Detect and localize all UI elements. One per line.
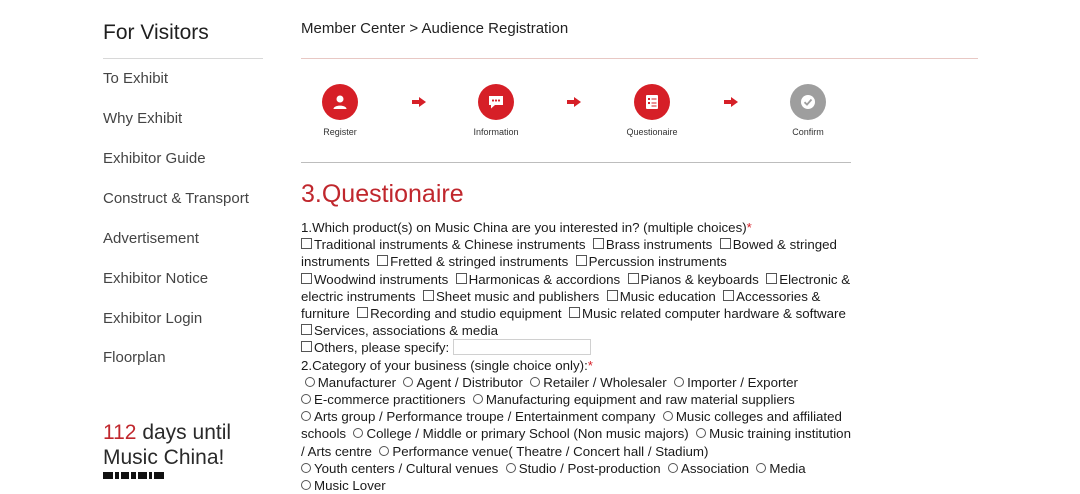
sidebar-item-construct-transport[interactable]: Construct & Transport bbox=[103, 190, 249, 207]
option-label: Bowed & stringed instruments bbox=[301, 237, 837, 270]
checkbox[interactable] bbox=[456, 273, 467, 284]
question-2 bbox=[301, 357, 857, 374]
option-label: Traditional instruments & Chinese instruments bbox=[314, 237, 586, 253]
option-sheet-music[interactable] bbox=[423, 289, 599, 304]
arrow-right-icon bbox=[724, 97, 738, 107]
radio-importer[interactable] bbox=[674, 375, 798, 390]
breadcrumb: Member Center > Audience Registration bbox=[301, 20, 569, 37]
sidebar-item-why-exhibit[interactable]: Why Exhibit bbox=[103, 110, 183, 127]
radio-association[interactable] bbox=[668, 461, 749, 476]
checklist-icon bbox=[634, 84, 670, 120]
step-confirm bbox=[758, 84, 858, 137]
arrow-right-icon bbox=[567, 97, 581, 107]
option-label: Agent / Distributor bbox=[416, 374, 523, 390]
radio-performance-venue[interactable] bbox=[379, 444, 708, 459]
step-information bbox=[446, 84, 546, 137]
radio[interactable] bbox=[696, 428, 706, 438]
step-questionaire bbox=[602, 84, 702, 137]
option-label: Services, associations & media bbox=[314, 323, 499, 339]
option-harmonicas[interactable] bbox=[456, 272, 621, 287]
radio[interactable] bbox=[530, 377, 540, 387]
chat-icon bbox=[478, 84, 514, 120]
radio-college-school[interactable] bbox=[353, 426, 688, 441]
radio[interactable] bbox=[756, 463, 766, 473]
option-label: Music Lover bbox=[314, 478, 386, 494]
radio-media[interactable] bbox=[756, 461, 805, 476]
step-label: Confirm bbox=[792, 127, 824, 137]
q2-options bbox=[301, 375, 851, 493]
option-label: Manufacturing equipment and raw material suppliers bbox=[485, 392, 795, 408]
option-label: Association bbox=[681, 460, 750, 476]
checkbox[interactable] bbox=[301, 238, 312, 249]
option-label: College / Middle or primary School (Non music majors) bbox=[366, 426, 689, 442]
steps-divider bbox=[301, 162, 851, 163]
checkbox[interactable] bbox=[423, 290, 434, 301]
radio[interactable] bbox=[674, 377, 684, 387]
option-label: Electronic & electric instruments bbox=[301, 271, 851, 304]
option-label: E-commerce practitioners bbox=[314, 392, 466, 408]
option-label: Woodwind instruments bbox=[314, 271, 449, 287]
radio-manufacturer[interactable] bbox=[305, 375, 396, 390]
radio-youth-centers[interactable] bbox=[301, 461, 498, 476]
option-label: Accessories & furniture bbox=[301, 288, 821, 322]
option-music-education[interactable] bbox=[607, 289, 716, 304]
checkbox[interactable] bbox=[576, 255, 587, 266]
others-input[interactable] bbox=[453, 339, 591, 355]
radio[interactable] bbox=[668, 463, 678, 473]
option-others bbox=[301, 339, 857, 356]
step-label: Register bbox=[323, 127, 357, 137]
option-label: Studio / Post-production bbox=[518, 460, 661, 476]
option-brass[interactable] bbox=[593, 237, 712, 252]
radio-arts-group[interactable] bbox=[301, 409, 655, 424]
step-register bbox=[290, 84, 390, 137]
sidebar-item-exhibitor-guide[interactable]: Exhibitor Guide bbox=[103, 150, 206, 167]
option-label: Brass instruments bbox=[605, 237, 713, 253]
option-label: Music training institution / Arts centre bbox=[301, 426, 851, 459]
checkbox[interactable] bbox=[766, 273, 777, 284]
option-traditional[interactable] bbox=[301, 237, 585, 252]
checkbox[interactable] bbox=[628, 273, 639, 284]
checkbox[interactable] bbox=[723, 290, 734, 301]
countdown-text: days until Music China! bbox=[103, 421, 232, 469]
radio-manufacturing-equipment[interactable] bbox=[473, 392, 795, 407]
radio[interactable] bbox=[305, 377, 315, 387]
required-mark: * bbox=[587, 357, 593, 373]
question-2-text: 2.Category of your business (single choice only): bbox=[301, 357, 588, 373]
radio[interactable] bbox=[506, 463, 516, 473]
option-label: Retailer / Wholesaler bbox=[543, 374, 667, 390]
arrow-right-icon bbox=[412, 97, 426, 107]
radio-agent[interactable] bbox=[403, 375, 522, 390]
option-fretted[interactable] bbox=[377, 254, 568, 269]
option-pianos[interactable] bbox=[628, 272, 759, 287]
user-icon bbox=[322, 84, 358, 120]
checkbox[interactable] bbox=[301, 341, 312, 352]
step-label: Questionaire bbox=[626, 127, 678, 137]
sidebar-title: For Visitors bbox=[103, 21, 209, 44]
check-icon bbox=[790, 84, 826, 120]
sidebar-item-to-exhibit[interactable]: To Exhibit bbox=[103, 70, 169, 87]
option-label: Performance venue( Theatre / Concert hall / Stadium) bbox=[392, 443, 709, 459]
questionnaire-form bbox=[301, 219, 857, 494]
radio[interactable] bbox=[403, 377, 413, 387]
sidebar-divider bbox=[103, 58, 263, 59]
option-label: Arts group / Performance troupe / Entertainment company bbox=[314, 409, 656, 425]
section-title: 3.Questionaire bbox=[301, 180, 464, 208]
question-1 bbox=[301, 219, 857, 236]
checkbox[interactable] bbox=[569, 307, 580, 318]
others-label: Others, please specify: bbox=[314, 340, 450, 356]
option-label: Music colleges and affiliated schools bbox=[301, 409, 842, 442]
radio-ecommerce[interactable] bbox=[301, 392, 465, 407]
required-mark: * bbox=[746, 220, 752, 235]
option-label: Media bbox=[769, 460, 806, 476]
option-label: Pianos & keyboards bbox=[640, 271, 759, 287]
option-woodwind[interactable] bbox=[301, 272, 448, 287]
radio[interactable] bbox=[353, 428, 363, 438]
option-label: Music education bbox=[619, 288, 716, 304]
checkbox[interactable] bbox=[301, 324, 312, 335]
option-recording[interactable] bbox=[357, 306, 561, 321]
option-label: Recording and studio equipment bbox=[370, 306, 562, 322]
radio[interactable] bbox=[301, 411, 311, 421]
radio-studio[interactable] bbox=[506, 461, 661, 476]
option-label: Fretted & stringed instruments bbox=[390, 254, 569, 270]
option-computer-hardware[interactable] bbox=[569, 306, 846, 321]
option-services[interactable] bbox=[301, 323, 498, 338]
option-label: Percussion instruments bbox=[588, 254, 727, 270]
option-label: Manufacturer bbox=[317, 374, 397, 390]
progress-steps bbox=[301, 84, 851, 144]
question-1-text: 1.Which product(s) on Music China are you interested in? (multiple choices) bbox=[301, 220, 747, 235]
option-label: Sheet music and publishers bbox=[435, 288, 600, 304]
radio-retailer[interactable] bbox=[530, 375, 666, 390]
checkbox[interactable] bbox=[301, 273, 312, 284]
q1-options bbox=[301, 237, 850, 338]
option-label: Music related computer hardware & software bbox=[582, 306, 846, 322]
step-label: Information bbox=[473, 127, 519, 137]
checkbox[interactable] bbox=[607, 290, 618, 301]
radio[interactable] bbox=[301, 463, 311, 473]
checkbox[interactable] bbox=[720, 238, 731, 249]
radio[interactable] bbox=[301, 394, 311, 404]
radio[interactable] bbox=[663, 411, 673, 421]
radio[interactable] bbox=[473, 394, 483, 404]
checkbox[interactable] bbox=[377, 255, 388, 266]
sidebar-item-exhibitor-login[interactable]: Exhibitor Login bbox=[103, 310, 203, 327]
sidebar-item-exhibitor-notice[interactable]: Exhibitor Notice bbox=[103, 270, 209, 287]
option-percussion[interactable] bbox=[576, 254, 727, 269]
checkbox[interactable] bbox=[357, 307, 368, 318]
option-label: Importer / Exporter bbox=[687, 374, 798, 390]
qr-code bbox=[103, 472, 195, 492]
radio[interactable] bbox=[379, 446, 389, 456]
sidebar-item-advertisement[interactable]: Advertisement bbox=[103, 230, 199, 247]
radio-music-lover[interactable] bbox=[301, 478, 386, 493]
sidebar-item-floorplan[interactable]: Floorplan bbox=[103, 349, 166, 366]
option-label: Youth centers / Cultural venues bbox=[314, 460, 499, 476]
breadcrumb-divider bbox=[301, 58, 978, 59]
option-label: Harmonicas & accordions bbox=[468, 271, 621, 287]
countdown-number: 112 bbox=[103, 421, 137, 444]
countdown bbox=[103, 420, 273, 470]
checkbox[interactable] bbox=[593, 238, 604, 249]
